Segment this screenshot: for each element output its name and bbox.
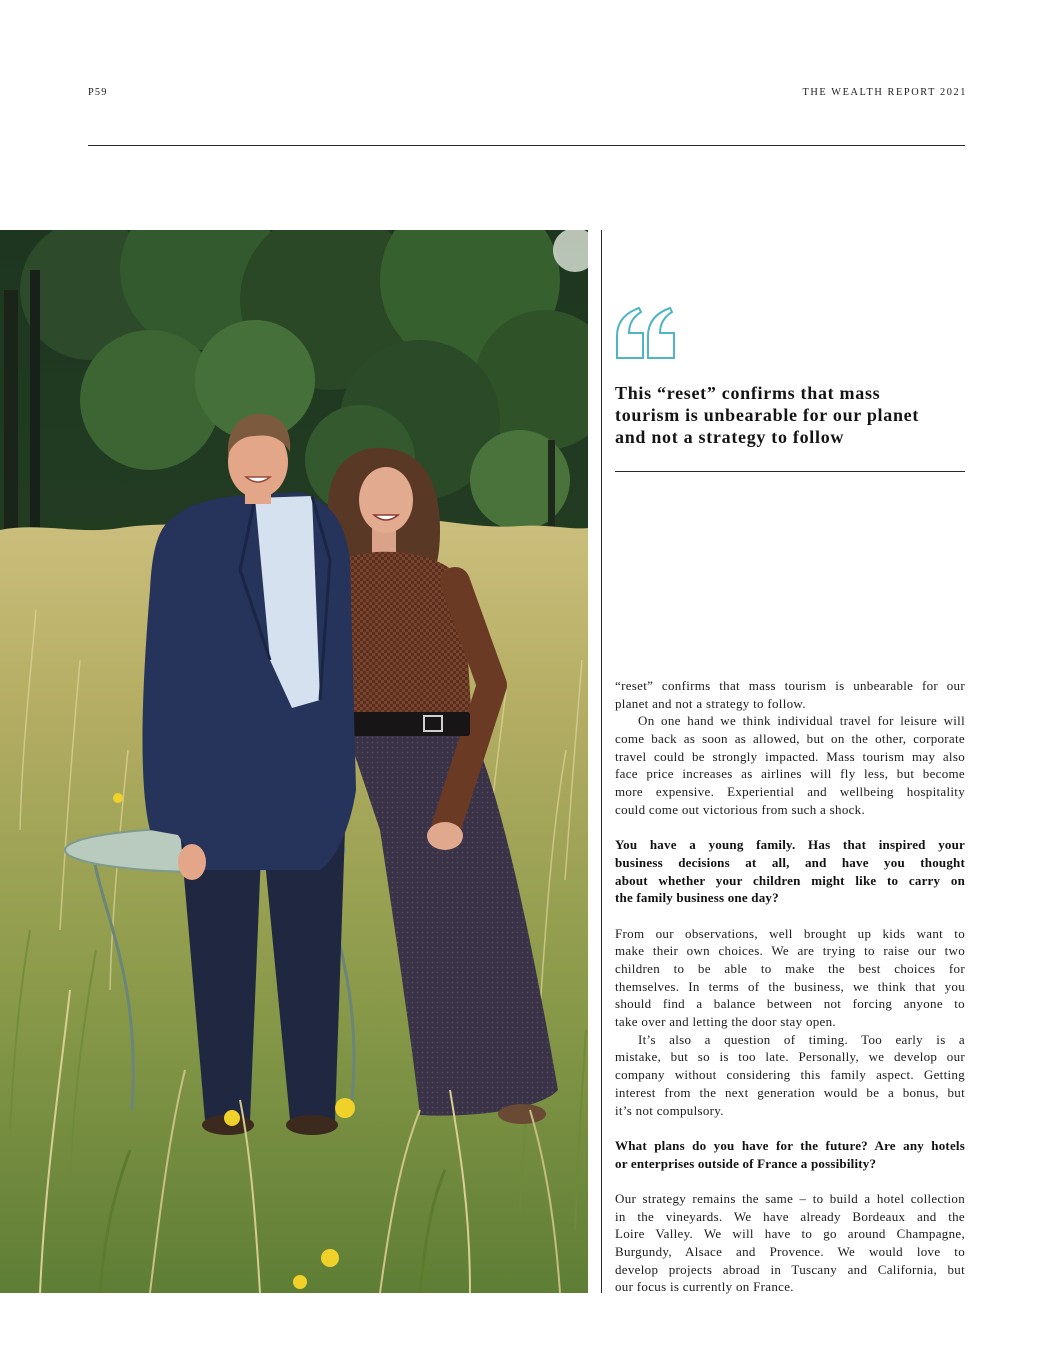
body-line: themselves. In terms of the business, we think that you: [615, 978, 965, 994]
body-line: in the vineyards. We have already Bordeaux and the: [615, 1208, 965, 1224]
body-line: come back as soon as allowed, but on the other, corporate: [615, 731, 965, 747]
body-line: make their own choices. We are trying to raise our two: [615, 943, 965, 959]
body-line: Burgundy, Alsace and Provence. We would love to: [615, 1244, 965, 1259]
question-line: What plans do you have for the future? Are any hotels: [615, 1137, 965, 1153]
article-paragraph: [615, 677, 965, 712]
body-line: more expensive. Experiential and wellbeing hospitality: [615, 784, 965, 800]
body-line: planet and not a strategy to follow.: [615, 695, 806, 711]
pull-quote-line: tourism is unbearable for our planet: [615, 405, 920, 425]
body-line: “reset” confirms that mass tourism is unbearable for our: [615, 678, 965, 693]
body-line: develop projects abroad in Tuscany and California, but: [615, 1261, 965, 1277]
article-body: [615, 677, 965, 1296]
interview-answer: [615, 925, 965, 1031]
question-line: business decisions at all, and have you thought: [615, 854, 965, 870]
body-line: On one hand we think individual travel for leisure will: [638, 713, 965, 729]
question-line: about whether your children might like to carry on: [615, 872, 965, 888]
question-line: the family business one day?: [615, 890, 779, 906]
quote-mark-icon: [614, 307, 678, 361]
body-line: Loire Valley. We will have to go around Champagne,: [615, 1226, 965, 1242]
body-line: could come out victorious from such a shock.: [615, 801, 866, 817]
article-paragraph: [615, 712, 965, 818]
body-line: children to be able to make the best choices for: [615, 961, 965, 976]
publication-title: THE WEALTH REPORT 2021: [802, 87, 967, 98]
body-line: company without considering this family aspect. Getting: [615, 1067, 965, 1083]
interview-answer: [615, 1031, 965, 1119]
page-number: P59: [88, 87, 108, 98]
question-line: You have a young family. Has that inspired your: [615, 837, 965, 853]
body-line: It’s also a question of timing. Too early is a: [638, 1031, 965, 1047]
pull-quote-line: This “reset” confirms that mass: [615, 383, 881, 403]
body-line: Our strategy remains the same – to build a hotel collection: [615, 1190, 965, 1206]
question-line: or enterprises outside of France a possibility?: [615, 1155, 877, 1171]
body-line: it’s not compulsory.: [615, 1102, 724, 1118]
body-line: travel could be strongly impacted. Mass tourism may also: [615, 748, 965, 764]
body-line: our focus is currently on France.: [615, 1279, 794, 1295]
interview-question: [615, 1137, 965, 1172]
interview-answer: [615, 1190, 965, 1296]
pull-quote-divider: [615, 471, 965, 472]
header-divider: [88, 145, 965, 146]
body-line: should find a balance between not forcing anyone to: [615, 996, 965, 1012]
portrait-photo: [0, 230, 588, 1293]
body-line: mistake, but so is too late. Personally, we develop our: [615, 1049, 965, 1065]
pull-quote: [615, 382, 965, 448]
body-line: face price increases as airlines will fly less, but become: [615, 766, 965, 782]
body-line: From our observations, well brought up kids want to: [615, 925, 965, 941]
column-divider: [601, 230, 602, 1293]
portrait-photo-illustration: [0, 230, 588, 1293]
pull-quote-line: and not a strategy to follow: [615, 427, 845, 447]
interview-question: [615, 836, 965, 907]
body-line: interest from the next generation would be a bonus, but: [615, 1084, 965, 1100]
body-line: take over and letting the door stay open.: [615, 1014, 836, 1030]
